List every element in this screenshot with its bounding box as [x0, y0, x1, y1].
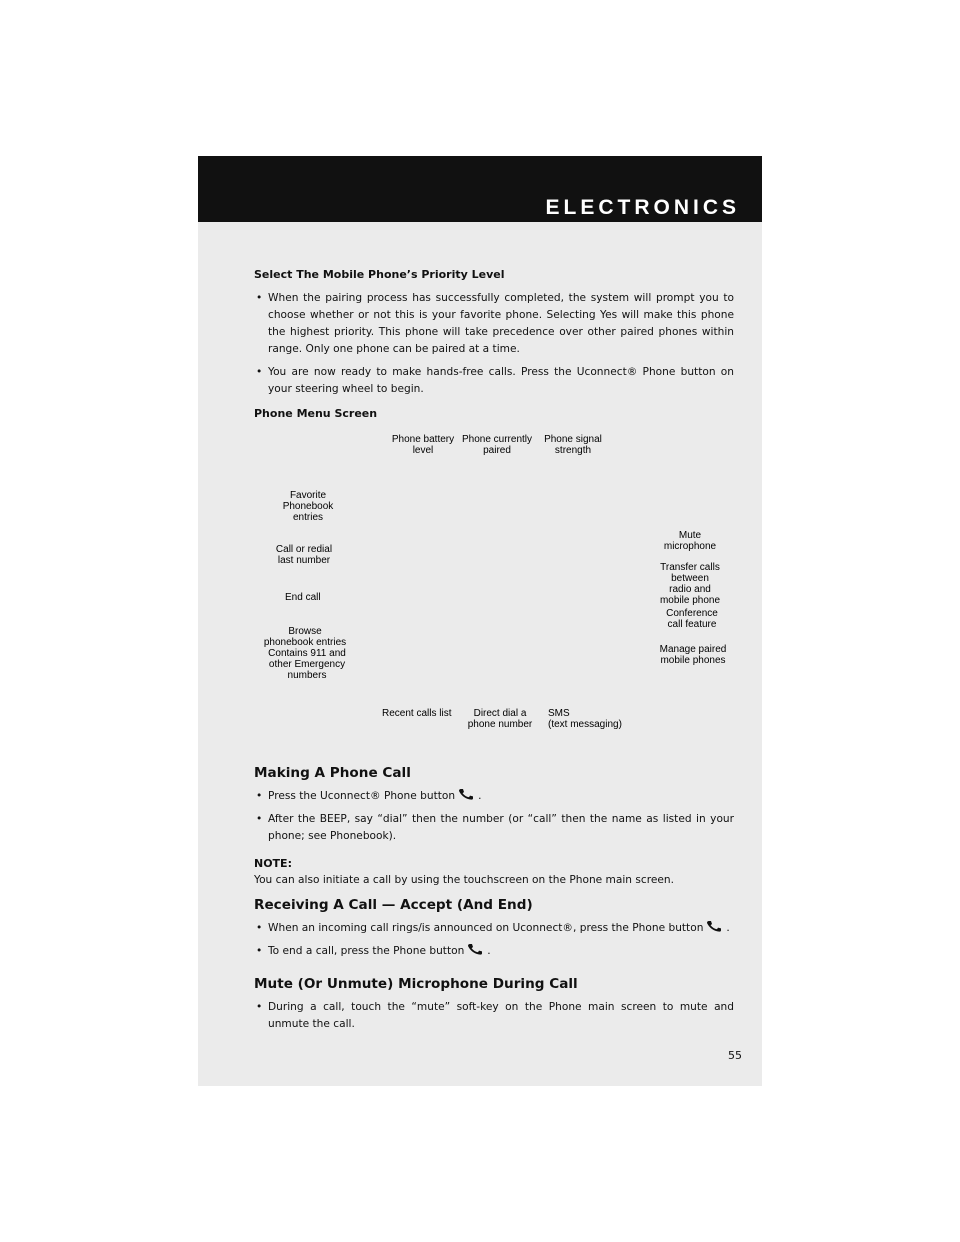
- section-header: [198, 156, 762, 222]
- label-emergency: Contains 911 and other Emergency numbers: [268, 648, 346, 681]
- priority-bullet-1: • When the pairing process has successfully completed, the system will prompt you to choose whether or not this is your favorite phone. Selecting Yes will make this phone the highest priority. This phone will take precedence over other paired phones within range. Only one phone can be paired at a time.: [256, 292, 734, 355]
- priority-bullet-2: • You are now ready to make hands-free calls. Press the Uconnect® Phone button on your steering wheel to begin.: [256, 366, 734, 395]
- making-bullet-1: • Press the Uconnect® Phone button .: [256, 790, 482, 802]
- receiving-title: Receiving A Call — Accept (And End): [254, 897, 533, 913]
- label-favorite: Favorite Phonebook entries: [282, 490, 334, 523]
- receiving-bullet-2: • To end a call, press the Phone button .: [256, 945, 491, 957]
- label-mute: Mute microphone: [663, 530, 717, 552]
- receiving-bullet-1: • When an incoming call rings/is announced on Uconnect®, press the Phone button .: [256, 922, 730, 934]
- page-number: 55: [728, 1049, 742, 1062]
- phone-icon: [467, 943, 485, 955]
- making-call-section: [254, 765, 734, 889]
- receiving-call-section: [254, 897, 734, 966]
- menu-title: Phone Menu Screen: [254, 407, 378, 420]
- priority-title: Select The Mobile Phone’s Priority Level: [254, 268, 505, 281]
- label-direct-dial: Direct dial a phone number: [467, 708, 533, 730]
- phone-icon: [458, 788, 476, 800]
- label-battery: Phone battery level: [391, 434, 455, 456]
- section-title: ELECTRONICS: [545, 196, 740, 219]
- note-text: You can also initiate a call by using the touchscreen on the Phone main screen.: [254, 874, 674, 886]
- label-sms: SMS (text messaging): [548, 708, 622, 730]
- label-conference: Conference call feature: [666, 608, 718, 630]
- label-transfer: Transfer calls between radio and mobile phone: [659, 562, 721, 606]
- phone-menu-diagram: [198, 424, 762, 744]
- label-end-call: End call: [285, 592, 321, 603]
- label-browse: Browse phonebook entries: [263, 626, 347, 648]
- label-recent: Recent calls list: [382, 708, 452, 719]
- making-call-title: Making A Phone Call: [254, 765, 411, 781]
- label-manage: Manage paired mobile phones: [659, 644, 727, 666]
- label-signal: Phone signal strength: [544, 434, 602, 456]
- phone-icon: [706, 920, 724, 932]
- label-redial: Call or redial last number: [275, 544, 333, 566]
- mute-title: Mute (Or Unmute) Microphone During Call: [254, 976, 578, 992]
- manual-page: [198, 156, 762, 1086]
- label-paired: Phone currently paired: [461, 434, 533, 456]
- note-label: NOTE:: [254, 857, 292, 870]
- mute-bullet-1: • During a call, touch the “mute” soft-key on the Phone main screen to mute and unmute the call.: [256, 1001, 734, 1030]
- mute-section: [254, 976, 734, 1039]
- priority-section: [254, 266, 734, 429]
- making-bullet-2: • After the BEEP, say “dial” then the number (or “call” then the name as listed in your phone; see Phonebook).: [256, 813, 734, 842]
